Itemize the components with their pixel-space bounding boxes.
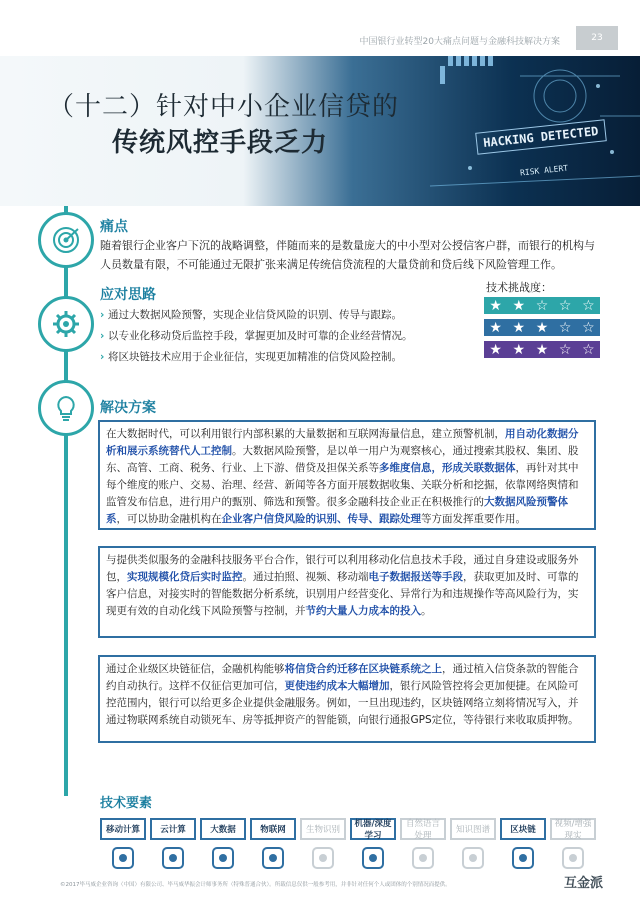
star-icon: ★ xyxy=(512,297,526,314)
risk-alert-label: RISK ALERT xyxy=(519,163,569,178)
nlp-icon xyxy=(400,840,446,876)
knowledge-graph-icon xyxy=(450,840,496,876)
highlight-text: 节约大量人力成本的投入 xyxy=(305,605,421,617)
page-header xyxy=(0,0,640,56)
body-text: ，可以协助金融机构在 xyxy=(116,513,222,525)
page-title-line2: 传统风控手段乏力 xyxy=(112,128,329,158)
tech-item xyxy=(550,818,596,878)
tech-item-label: 移动计算 xyxy=(100,818,146,840)
tech-item-label: 物联网 xyxy=(250,818,296,840)
tech-item-label: 机器/深度学习 xyxy=(350,818,396,840)
body-text: 。大数据风险预警，是以单一用户为观察核心，通过搜索其股权、集团、股东、高管、工商、税务、行业、上下游、借贷及担保关系等 xyxy=(106,445,579,474)
body-text: 。 xyxy=(421,605,432,617)
target-icon xyxy=(38,212,94,268)
gear-icon xyxy=(38,296,94,352)
ar-icon xyxy=(550,840,596,876)
star-outline-icon: ☆ xyxy=(558,319,572,336)
tech-item xyxy=(350,818,396,878)
body-text: ，银行风险管控将会更加便捷。在风险可控范围内，银行可以给更多企业提供金融服务。例如，一旦出现违约，区块链网络立刻将情况写入，并通过物联网系统自动锁死车、房等抵押资产的智能锁，向银行通报GPS定位，等待银行来收取质押物。 xyxy=(106,680,579,726)
star-outline-icon: ☆ xyxy=(582,341,595,358)
highlight-text: 将信贷合约迁移在区块链系统之上 xyxy=(284,663,442,675)
highlight-text: 多维度信息，形成关联数据体 xyxy=(379,462,516,474)
star-outline-icon: ☆ xyxy=(535,297,549,314)
star-outline-icon: ☆ xyxy=(582,319,595,336)
body-text: ，通过植入信贷条款的智能合约自动执行。这样不仅征信更加可信， xyxy=(106,663,579,692)
mobile-calc-icon xyxy=(100,840,146,876)
body-text: 与提供类似服务的金融科技服务平台合作，银行可以利用移动化信息技术手段，通过自身建设或服务外包， xyxy=(106,554,579,583)
tech-title: 技术要素 xyxy=(100,796,153,811)
body-text: 通过企业级区块链征信，金融机构能够 xyxy=(106,663,285,675)
tech-item-label: 视频/增强现实 xyxy=(550,818,596,840)
blockchain-icon xyxy=(500,840,546,876)
tech-item xyxy=(400,818,446,878)
iot-icon xyxy=(250,840,296,876)
tech-item xyxy=(200,818,246,878)
highlight-text: 实现规模化贷后实时监控 xyxy=(127,571,243,583)
star-icon: ★ xyxy=(535,341,549,358)
highlight-text: 企业客户信贷风险的识别、传导、跟踪处理 xyxy=(221,513,421,525)
tech-item xyxy=(300,818,346,878)
tech-item xyxy=(150,818,196,878)
body-text: 。通过拍照、视频、移动端 xyxy=(242,571,369,583)
difficulty-row-2 xyxy=(484,319,600,336)
solution-box-blockchain xyxy=(98,655,596,743)
hacking-detected-label: HACKING DETECTED xyxy=(475,119,606,154)
tech-item-label: 生物识别 xyxy=(300,818,346,840)
star-icon: ★ xyxy=(535,319,549,336)
body-text: 等方面发挥重要作用。 xyxy=(421,513,526,525)
watermark: 互金派 xyxy=(564,876,604,891)
tech-item-label: 大数据 xyxy=(200,818,246,840)
tech-item xyxy=(100,818,146,878)
highlight-text: 用自动化数据分析和展示系统替代人工控制 xyxy=(106,428,579,457)
approach-title: 应对思路 xyxy=(100,287,156,303)
star-icon: ★ xyxy=(512,341,526,358)
tech-item xyxy=(500,818,546,878)
solution-box-bigdata xyxy=(98,420,596,530)
star-icon: ★ xyxy=(489,319,502,336)
star-icon: ★ xyxy=(489,341,502,358)
star-icon: ★ xyxy=(489,297,502,314)
difficulty-row-3 xyxy=(484,341,600,358)
dna-icon xyxy=(300,840,346,876)
timeline-line xyxy=(64,206,68,796)
body-text: 在大数据时代，可以利用银行内部积累的大量数据和互联网海量信息，建立预警机制， xyxy=(106,428,505,440)
approach-bullet: › 以专业化移动贷后监控手段，掌握更加及时可靠的企业经营情况。 xyxy=(100,328,412,343)
tech-item-label: 自然语言处理 xyxy=(400,818,446,840)
pain-point-title: 痛点 xyxy=(100,219,128,235)
star-outline-icon: ☆ xyxy=(558,297,572,314)
star-outline-icon: ☆ xyxy=(558,341,572,358)
approach-bullet: › 将区块链技术应用于企业征信，实现更加精准的信贷风险控制。 xyxy=(100,349,402,364)
body-text: ，获取更加及时、可靠的客户信息，对接实时的智能数据分析系统，识别用户经营变化、异常行为和违规操作等高风险行为，实现更有效的自动化线下风险预警与控制，并 xyxy=(106,571,579,617)
tech-item-label: 云计算 xyxy=(150,818,196,840)
page-number: 23 xyxy=(576,26,618,50)
running-title: 中国银行业转型20大痛点问题与金融科技解决方案 xyxy=(359,37,560,47)
tech-item-label: 知识图谱 xyxy=(450,818,496,840)
lightbulb-icon xyxy=(38,380,94,436)
highlight-text: 更使违约成本大幅增加 xyxy=(284,680,390,692)
highlight-text: 电子数据报送等手段 xyxy=(368,571,463,583)
star-outline-icon: ☆ xyxy=(582,297,595,314)
body-text: ，再针对其中每个维度的账户、交易、治理、经营、新闻等各方面开展数据收集、关联分析和挖掘，依靠网络舆情和监管发布信息，进行用户的甄别、筛选和预警。很多金融科技企业正在积极推行的 xyxy=(106,462,579,508)
solution-title: 解决方案 xyxy=(100,400,156,416)
solution-box-mobile xyxy=(98,546,596,638)
pain-point-text: 随着银行企业客户下沉的战略调整，伴随而来的是数量庞大的中小型对公授信客户群，而银行的机构与人员数量有限，不可能通过无限扩张来满足传统信贷流程的大量贷前和贷后线下风险管理工作。 xyxy=(100,239,595,271)
cloud-icon xyxy=(150,840,196,876)
title-banner xyxy=(0,56,640,206)
approach-bullet: › 通过大数据风险预警，实现企业信贷风险的识别、传导与跟踪。 xyxy=(100,307,402,322)
robot-icon xyxy=(350,840,396,876)
difficulty-label: 技术挑战度： xyxy=(486,281,552,294)
footer-text: ©2017毕马威企业咨询（中国）有限公司、毕马威华振会计师事务所（特殊普通合伙）。所载信息仅供一般参考用，并非针对任何个人或团体的个别情况而提供。 xyxy=(60,882,451,888)
difficulty-row-1 xyxy=(484,297,600,314)
highlight-text: 大数据风险预警体系 xyxy=(106,496,568,525)
bigdata-icon xyxy=(200,840,246,876)
tech-item-label: 区块链 xyxy=(500,818,546,840)
tech-item xyxy=(450,818,496,878)
tech-item xyxy=(250,818,296,878)
star-icon: ★ xyxy=(512,319,526,336)
page-title-line1: （十二）针对中小企业信贷的 xyxy=(48,92,400,122)
